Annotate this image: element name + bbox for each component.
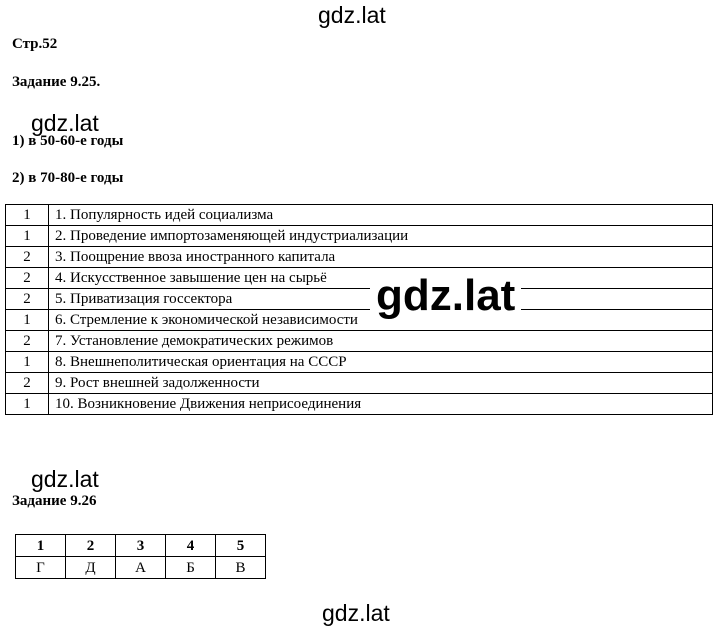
feature-cell: 4. Искусственное завышение цен на сырьё bbox=[49, 268, 713, 289]
task-9-26-table bbox=[15, 534, 266, 579]
header-cell: 2 bbox=[66, 535, 116, 557]
period-cell: 2 bbox=[6, 289, 49, 310]
watermark-mid-left: gdz.lat bbox=[31, 110, 99, 136]
table-row bbox=[6, 352, 713, 373]
task-9-26-title: Задание 9.26 bbox=[12, 493, 97, 509]
period-cell: 1 bbox=[6, 205, 49, 226]
task-9-25-table bbox=[5, 204, 713, 415]
header-cell: 3 bbox=[116, 535, 166, 557]
table-row bbox=[6, 310, 713, 331]
feature-cell: 9. Рост внешней задолженности bbox=[49, 373, 713, 394]
table-row bbox=[16, 557, 266, 579]
feature-cell: 1. Популярность идей социализма bbox=[49, 205, 713, 226]
table-row bbox=[6, 373, 713, 394]
period-cell: 1 bbox=[6, 310, 49, 331]
watermark-top: gdz.lat bbox=[318, 2, 386, 28]
feature-cell: 3. Поощрение ввоза иностранного капитала bbox=[49, 247, 713, 268]
period-cell: 1 bbox=[6, 226, 49, 247]
table-header-row bbox=[16, 535, 266, 557]
feature-cell: 5. Приватизация госсектора bbox=[49, 289, 713, 310]
watermark-bottom: gdz.lat bbox=[322, 600, 390, 626]
answer-option-1: 1) в 50-60-е годы bbox=[12, 133, 124, 149]
table-row bbox=[6, 226, 713, 247]
answer-option-2: 2) в 70-80-е годы bbox=[12, 170, 124, 186]
table-row bbox=[6, 205, 713, 226]
table-row bbox=[6, 394, 713, 415]
value-cell: В bbox=[216, 557, 266, 579]
feature-cell: 6. Стремление к экономической независимости bbox=[49, 310, 713, 331]
period-cell: 2 bbox=[6, 331, 49, 352]
feature-cell: 10. Возникновение Движения неприсоединения bbox=[49, 394, 713, 415]
page-label: Стр.52 bbox=[12, 36, 58, 52]
feature-cell: 2. Проведение импортозаменяющей индустриализации bbox=[49, 226, 713, 247]
period-cell: 2 bbox=[6, 247, 49, 268]
header-cell: 1 bbox=[16, 535, 66, 557]
value-cell: Б bbox=[166, 557, 216, 579]
table-row bbox=[6, 247, 713, 268]
period-cell: 2 bbox=[6, 268, 49, 289]
period-cell: 1 bbox=[6, 352, 49, 373]
feature-cell: 8. Внешнеполитическая ориентация на СССР bbox=[49, 352, 713, 373]
header-cell: 5 bbox=[216, 535, 266, 557]
period-cell: 2 bbox=[6, 373, 49, 394]
value-cell: А bbox=[116, 557, 166, 579]
table-row bbox=[6, 268, 713, 289]
table-row bbox=[6, 289, 713, 310]
table-row bbox=[6, 331, 713, 352]
feature-cell: 7. Установление демократических режимов bbox=[49, 331, 713, 352]
value-cell: Д bbox=[66, 557, 116, 579]
watermark-big-center: gdz.lat bbox=[370, 274, 521, 318]
value-cell: Г bbox=[16, 557, 66, 579]
watermark-lower-left: gdz.lat bbox=[31, 466, 99, 492]
task-9-25-title: Задание 9.25. bbox=[12, 74, 101, 90]
period-cell: 1 bbox=[6, 394, 49, 415]
header-cell: 4 bbox=[166, 535, 216, 557]
